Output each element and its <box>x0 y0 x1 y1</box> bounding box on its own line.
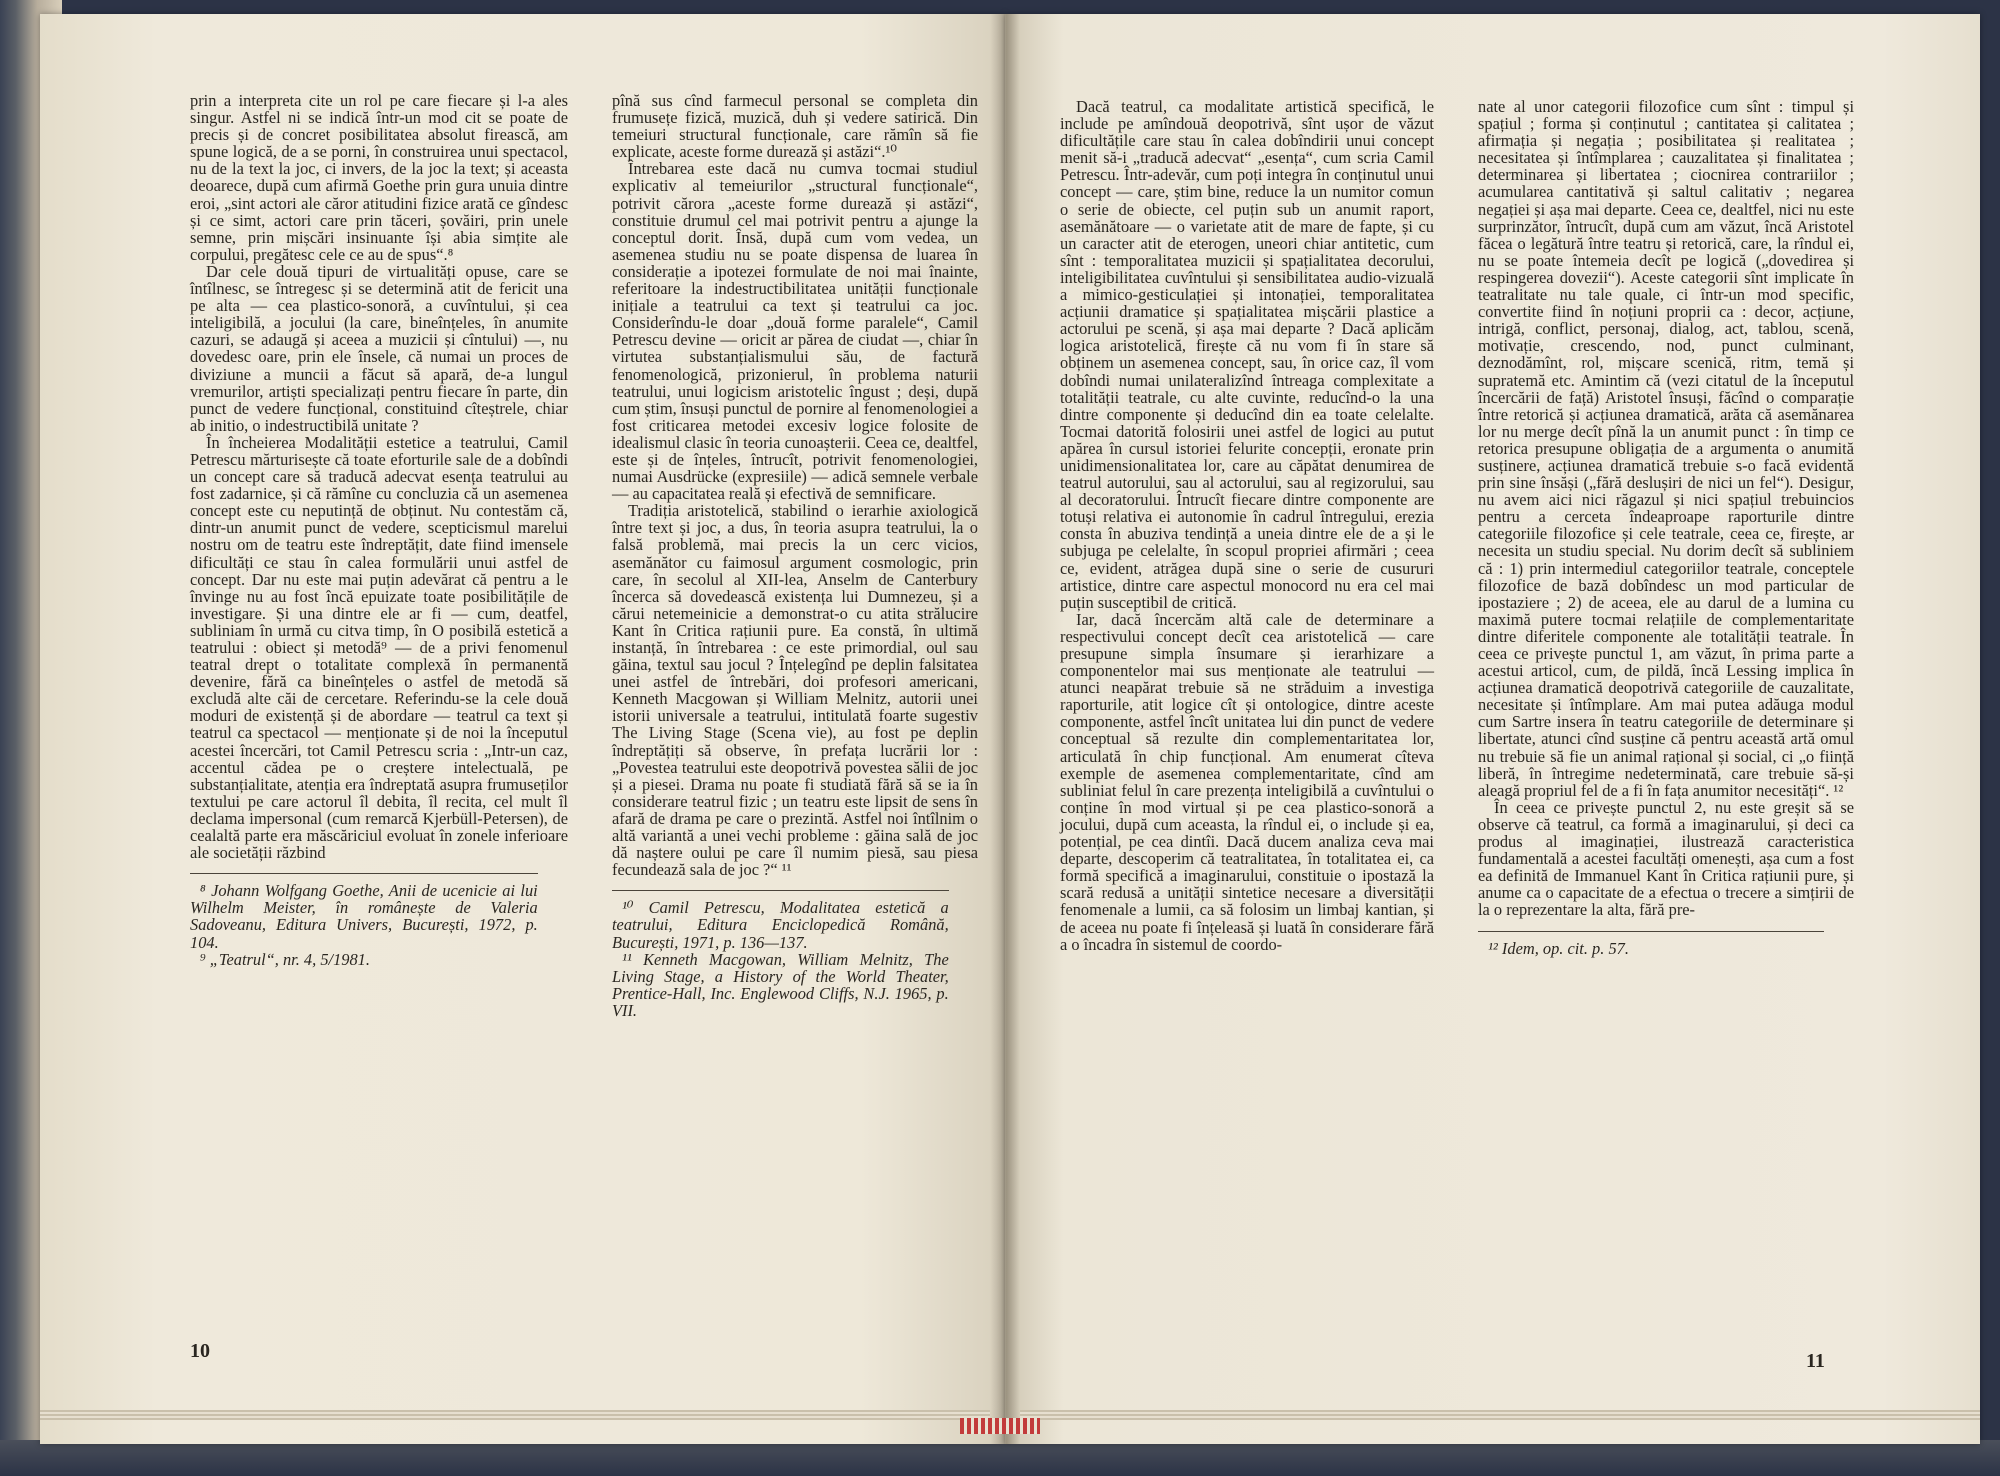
paragraph: Iar, dacă încercăm altă cale de determinare a respectivului concept decît cea aristotelică — care presupune simpla însumare și ierarhizare a componentelor mai sus menționate ale teatrului — atunci neapărat trebuie să ne străduim a investiga raporturile, atit logice cît și ontologice, dintre aceste componente, astfel încît unitatea lui din punct de vedere conceptual să rezulte din complementaritatea lor, articulată în chip funcțional. Am enumerat cîteva exemple de asemenea complementaritate, cînd am subliniat felul în care prezența inteligibilă a cuvîntului o conține în mod virtual și pe cea plastico-sonoră a jocului, după cum aceasta, la rîndul ei, o include și ea, potențial, pe cea dintîi. Dacă ducem analiza ceva mai departe, descoperim că teatralitatea, în totalitatea ei, ca formă specifică a imaginarului, constituie o ipostază la scară redusă a unității sintetice necesare a diversității fenomenale a lumii, ca să folosim un limbaj kantian, și de aceea nu poate fi înțeleasă și luată în considerare fără a o încadra în sistemul de coordo- <box>1060 609 1434 954</box>
paragraph: Dacă teatrul, ca modalitate artistică specifică, le include pe amîndouă deopotrivă, sînt ușor de văzut dificultățile care stau în calea dobîndirii unui concept menit să-i „traducă adecvat“ „esența“, cum scria Camil Petrescu. Într-adevăr, cum poți integra în conținutul unui concept — care, știm bine, reduce la un numitor comun o serie de obiecte, cel puțin sub un anumit raport, asemănătoare — o varietate atit de mare de fapte, și cu un caracter atit de eterogen, uneori chiar antitetic, cum sînt : temporalitatea muzicii și spațialitatea decorului, inteligibilitatea cuvîntului și sensibilitatea audio-vizuală a mimico-gesticulației și intonației, temporalitatea acțiunii dramatice și spațialitatea mișcării plastice a actorului pe scenă, și așa mai departe ? Dacă aplicăm logica aristotelică, firește că nu vom fi în stare să obținem un asemenea concept, sau, în orice caz, îl vom dobîndi numai unilateralizînd întreaga complexitate a totalității teatrale, cu alte cuvinte, reducînd-o la una dintre componente și deducînd din ea toate celelalte. Tocmai datorită folosirii unei astfel de logici au putut apărea în cursul istoriei felurite concepții, eronate prin unidimensionalitatea lor, care au căpătat denumirea de teatrul autorului, sau al actorului, sau al regizorului, sau al decoratorului. Întrucît fiecare dintre componente are totuși relativa ei autonomie în cadrul întregului, erezia consta în abuziva tendință a uneia dintre ele de a și le subjuga pe celelalte, în scopul propriei afirmări ; ceea ce, evident, atrăgea după sine o serie de cusururi artistice, dintre care aspectul monocord nu era cel mai puțin susceptibil de critică. <box>1060 97 1434 612</box>
paragraph: Întrebarea este dacă nu cumva tocmai studiul explicativ al temeiurilor „structural funcționale“, potrivit cărora „aceste forme durează și astăzi“, constituie drumul cel mai potrivit pentru a ajunge la conceptul dorit. Însă, după cum vom vedea, un asemenea studiu nu se poate dispensa de luarea în considerație a ipotezei formulate de noi mai înainte, referitoare la indestructibilitatea unității funcționale inițiale a teatrului ca text și teatrului ca joc. Considerîndu-le doar „două forme paralele“, Camil Petrescu devine — oricit ar părea de ciudat —, chiar în virtutea substanțialismului său, de factură fenomenologică, prizonierul, în problema naturii teatrului, unui logicism aristotelic îngust ; deși, după cum știm, însuși punctul de pornire al fenomenologiei a fost criticarea metodei excesiv logice folosite de idealismul clasic în teoria cunoașterii. Ceea ce, dealtfel, este și de înțeles, întrucît, potrivit fenomenologiei, numai Ausdrücke (expresiile) — adică semnele verbale — au capacitatea reală și efectivă de semnificare. <box>612 159 978 504</box>
right-page-column-2 <box>1478 98 1854 957</box>
footnote: ⁸ Johann Wolfgang Goethe, Anii de ucenicie ai lui Wilhelm Meister, în românește de Valeria Sadoveanu, Editura Univers, București, 1972, p. 104. <box>190 881 538 952</box>
book-cover-bottom <box>0 1440 2000 1476</box>
right-page-column-1 <box>1060 98 1434 953</box>
left-page-column-1 <box>190 92 568 968</box>
footnote: ¹¹ Kenneth Macgowan, William Melnitz, The Living Stage, a History of the World Theater, Prentice-Hall, Inc. Englewood Cliffs, N.J. 1965, p. VII. <box>612 949 949 1020</box>
paragraph: Tradiția aristotelică, stabilind o ierarhie axiologică între text și joc, a dus, în teoria asupra teatrului, la o falsă problemă, mai precis la un cerc vicios, asemănător cu faimosul argument cosmologic, prin care, în secolul al XII-lea, Anselm de Canterbury încerca să dovedească existența lui Dumnezeu, și a cărui netemeinicie a demonstrat-o cu atita strălucire Kant în Critica rațiunii pure. Ea constă, în ultimă instanță, în întrebarea : ce este primordial, oul sau găina, textul sau jocul ? Înțelegînd pe deplin falsitatea unei astfel de întrebări, doi profesori americani, Kenneth Macgowan și William Melnitz, autorii unei istorii universale a teatrului, intitulată foarte sugestiv The Living Stage (Scena vie), au fost pe deplin îndreptățiți să observe, în prefața lucrării lor : „Povestea teatrului este deopotrivă povestea sălii de joc și a piesei. Drama nu poate fi studiată fără să se ia în considerare teatrul fizic ; un teatru este lipsit de sens în afară de drama pe care o prezintă. Astfel noi întîlnim o altă variantă a unei vechi probleme : găina sală de joc dă naștere oului pe care îl numim piesă, sau piesa fecundează sala de joc ?“ ¹¹ <box>612 501 978 880</box>
footnotes <box>612 890 949 1019</box>
paragraph: prin a interpreta cite un rol pe care fiecare și l-a ales singur. Astfel ni se indică într-un mod cit se poate de precis și de concret posibilitatea absolut firească, am spune logică, de a se porni, în construirea unui spectacol, nu de la text la joc, ci invers, de la joc la text; și aceasta deoarece, după cum afirmă Goethe prin gura unuia dintre eroi, „sint actori ale căror atitudini fizice arată ce gîndesc și ce simt, actori care prin tăceri, șovăiri, prin unele semne, prin mișcări insinuante își abia simțite ale corpului, pregătesc cele ce au de spus“.⁸ <box>190 91 568 264</box>
bookmark-ribbon <box>960 1418 1040 1434</box>
paragraph: În ceea ce privește punctul 2, nu este greșit să se observe că teatrul, ca formă a imaginarului, și deci ca produs al imaginației, ilustrează caracteristica fundamentală a acestei facultăți omenești, așa cum a fost ea definită de Immanuel Kant în Critica rațiunii pure, și anume ca o capacitate de a efectua o trecere a simțirii de la o reprezentare la alta, fără pre- <box>1478 797 1854 920</box>
page-number-left: 10 <box>190 1340 210 1362</box>
paragraph: În încheierea Modalității estetice a teatrului, Camil Petrescu mărturisește că toate eforturile sale de a dobîndi un concept care să traducă adecvat esența teatrului au fost zadarnice, și că rămîne cu concluzia că un asemenea concept este cu neputință de obținut. Nu contestăm că, dintr-un anumit punct de vedere, scepticismul marelui nostru om de teatru este îndreptățit, date fiind imensele dificultăți ce stau în calea formulării unui astfel de concept. Dar nu este mai puțin adevărat că pentru a le învinge nu au fost încă epuizate toate posibilitățile de investigare. Și una dintre ele ar fi — cum, deatfel, subliniam în urmă cu citva timp, în O posibilă estetică a teatrului : obiect și metodă⁹ — de a privi fenomenul teatral drept o totalitate complexă în permanentă devenire, fără ca bineînțeles o astfel de metodă să excludă alte căi de cercetare. Referindu-se la cele două moduri de existență și de abordare — teatrul ca text și teatrul ca spectacol — menționate și de noi la începutul acestei încercări, tot Camil Petrescu scria : „Intr-un caz, accentul cădea pe o creștere intelectuală, pe substanțialitate, atenția era îndreptată asupra frumuseților textului pe care actorul îl debita, îl recita, cel mult îl declama impersonal (cum remarcă Kjerbüll-Petersen), de cealaltă parte era măscăriciul evoluat în zonele inferioare ale societății răzbind <box>190 432 568 863</box>
paragraph: nate al unor categorii filozofice cum sînt : timpul și spațiul ; forma și conținutul ; cantitatea și calitatea ; afirmația și negația ; posibilitatea și realitatea ; necesitatea și întîmplarea ; cauzalitatea și finalitatea ; determinarea și libertatea ; ciocnirea contrariilor ; acumularea cantitativă și saltul calitativ ; negarea negației și așa mai departe. Ceea ce, dealtfel, nici nu este surprinzător, întrucît, după cum am văzut, încă Aristotel făcea o legătură între teatru și retorică, care, la rîndul ei, nu se poate întemeia decît pe logică („dovedirea și respingerea dovezii“). Aceste categorii sînt implicate în teatralitate nu tale quale, ci într-un mod specific, convertite fiind în noțiuni proprii ca : decor, acțiune, intrigă, conflict, personaj, dialog, act, tablou, scenă, motivație, crescendo, nod, punct culminant, deznodămînt, rol, mișcare scenică, ritm, temă și supratemă etc. Amintim că (vezi citatul de la începutul încercării de față) Aristotel însuși, făcînd o comparație între retorică și acțiunea dramatică, arăta că asemănarea lor nu merge decît pînă la un anumit punct : în timp ce retorica presupune obligația de a argumenta o anumită susținere, acțiunea dramatică trebuie s-o facă evidentă prin sine însăși („fără deslușiri de nici un fel“). Desigur, nu avem aici nici răgazul și nici spațiul trebuincios pentru a cerceta îndeaproape raporturile dintre categoriile filozofice și cele teatrale, ceea ce, firește, ar necesita un studiu special. Nu dorim decît să subliniem că : 1) prin intermediul categoriilor teatrale, conceptele filozofice de bază dobîndesc un mod particular de ipostaziere ; 2) de aceea, ele au darul de a lumina cu maximă putere tocmai relațiile de complementaritate dintre diferitele componente ale totalității teatrale. În ceea ce privește punctul 1, am văzut, în prima parte a acestui articol, cum, de pildă, încă Lessing implica în acțiunea dramatică deopotrivă categoriile de cauzalitate, necesitate și întîmplare. Am mai putea adăuga modul cum Sartre insera în teatru categoriile de determinare și libertate, atunci cînd susține că pentru această artă omul nu trebuie să fie un animal rațional și social, ci „o ființă liberă, în întregime nedeterminată, care trebuie să-și aleagă propriul fel de a fi în fața anumitor necesități“. ¹² <box>1478 97 1854 800</box>
footnotes <box>190 873 538 967</box>
footnotes <box>1478 931 1824 957</box>
footnote: ¹² Idem, op. cit. p. 57. <box>1488 938 1629 958</box>
footnote: ⁹ „Teatrul“, nr. 4, 5/1981. <box>200 949 370 969</box>
paragraph: pînă sus cînd farmecul personal se completa din frumusețe fizică, muzică, duh și vedere satirică. Din temeiuri structural funcționale, care rămîn să fie explicate, aceste forme durează și astăzi“.¹⁰ <box>612 91 978 162</box>
book-gutter <box>990 14 1020 1444</box>
left-page-column-2 <box>612 92 978 1019</box>
paragraph: Dar cele două tipuri de virtualități opuse, care se întîlnesc, se întregesc și se determină atit de fericit una pe alta — cea plastico-sonoră, a cuvîntului, și cea inteligibilă, a jocului (la care, bineînțeles, în anumite cazuri, se adaugă și aceea a muzicii și cîntului) —, nu dovedesc oare, prin ele însele, că numai un proces de diviziune a muncii a făcut să apară, de-a lungul vremurilor, artiști specializați pentru fiecare în parte, din punct de vedere funcțional, constituind cîteștrele, chiar ab initio, o indestructibilă unitate ? <box>190 261 568 435</box>
footnote: ¹⁰ Camil Petrescu, Modalitatea estetică a teatrului, Editura Enciclopedică Română, București, 1971, p. 136—137. <box>612 898 949 952</box>
page-number-right: 11 <box>1806 1350 1825 1372</box>
left-page-edge <box>40 1410 990 1420</box>
right-page-edge <box>1020 1410 1980 1420</box>
